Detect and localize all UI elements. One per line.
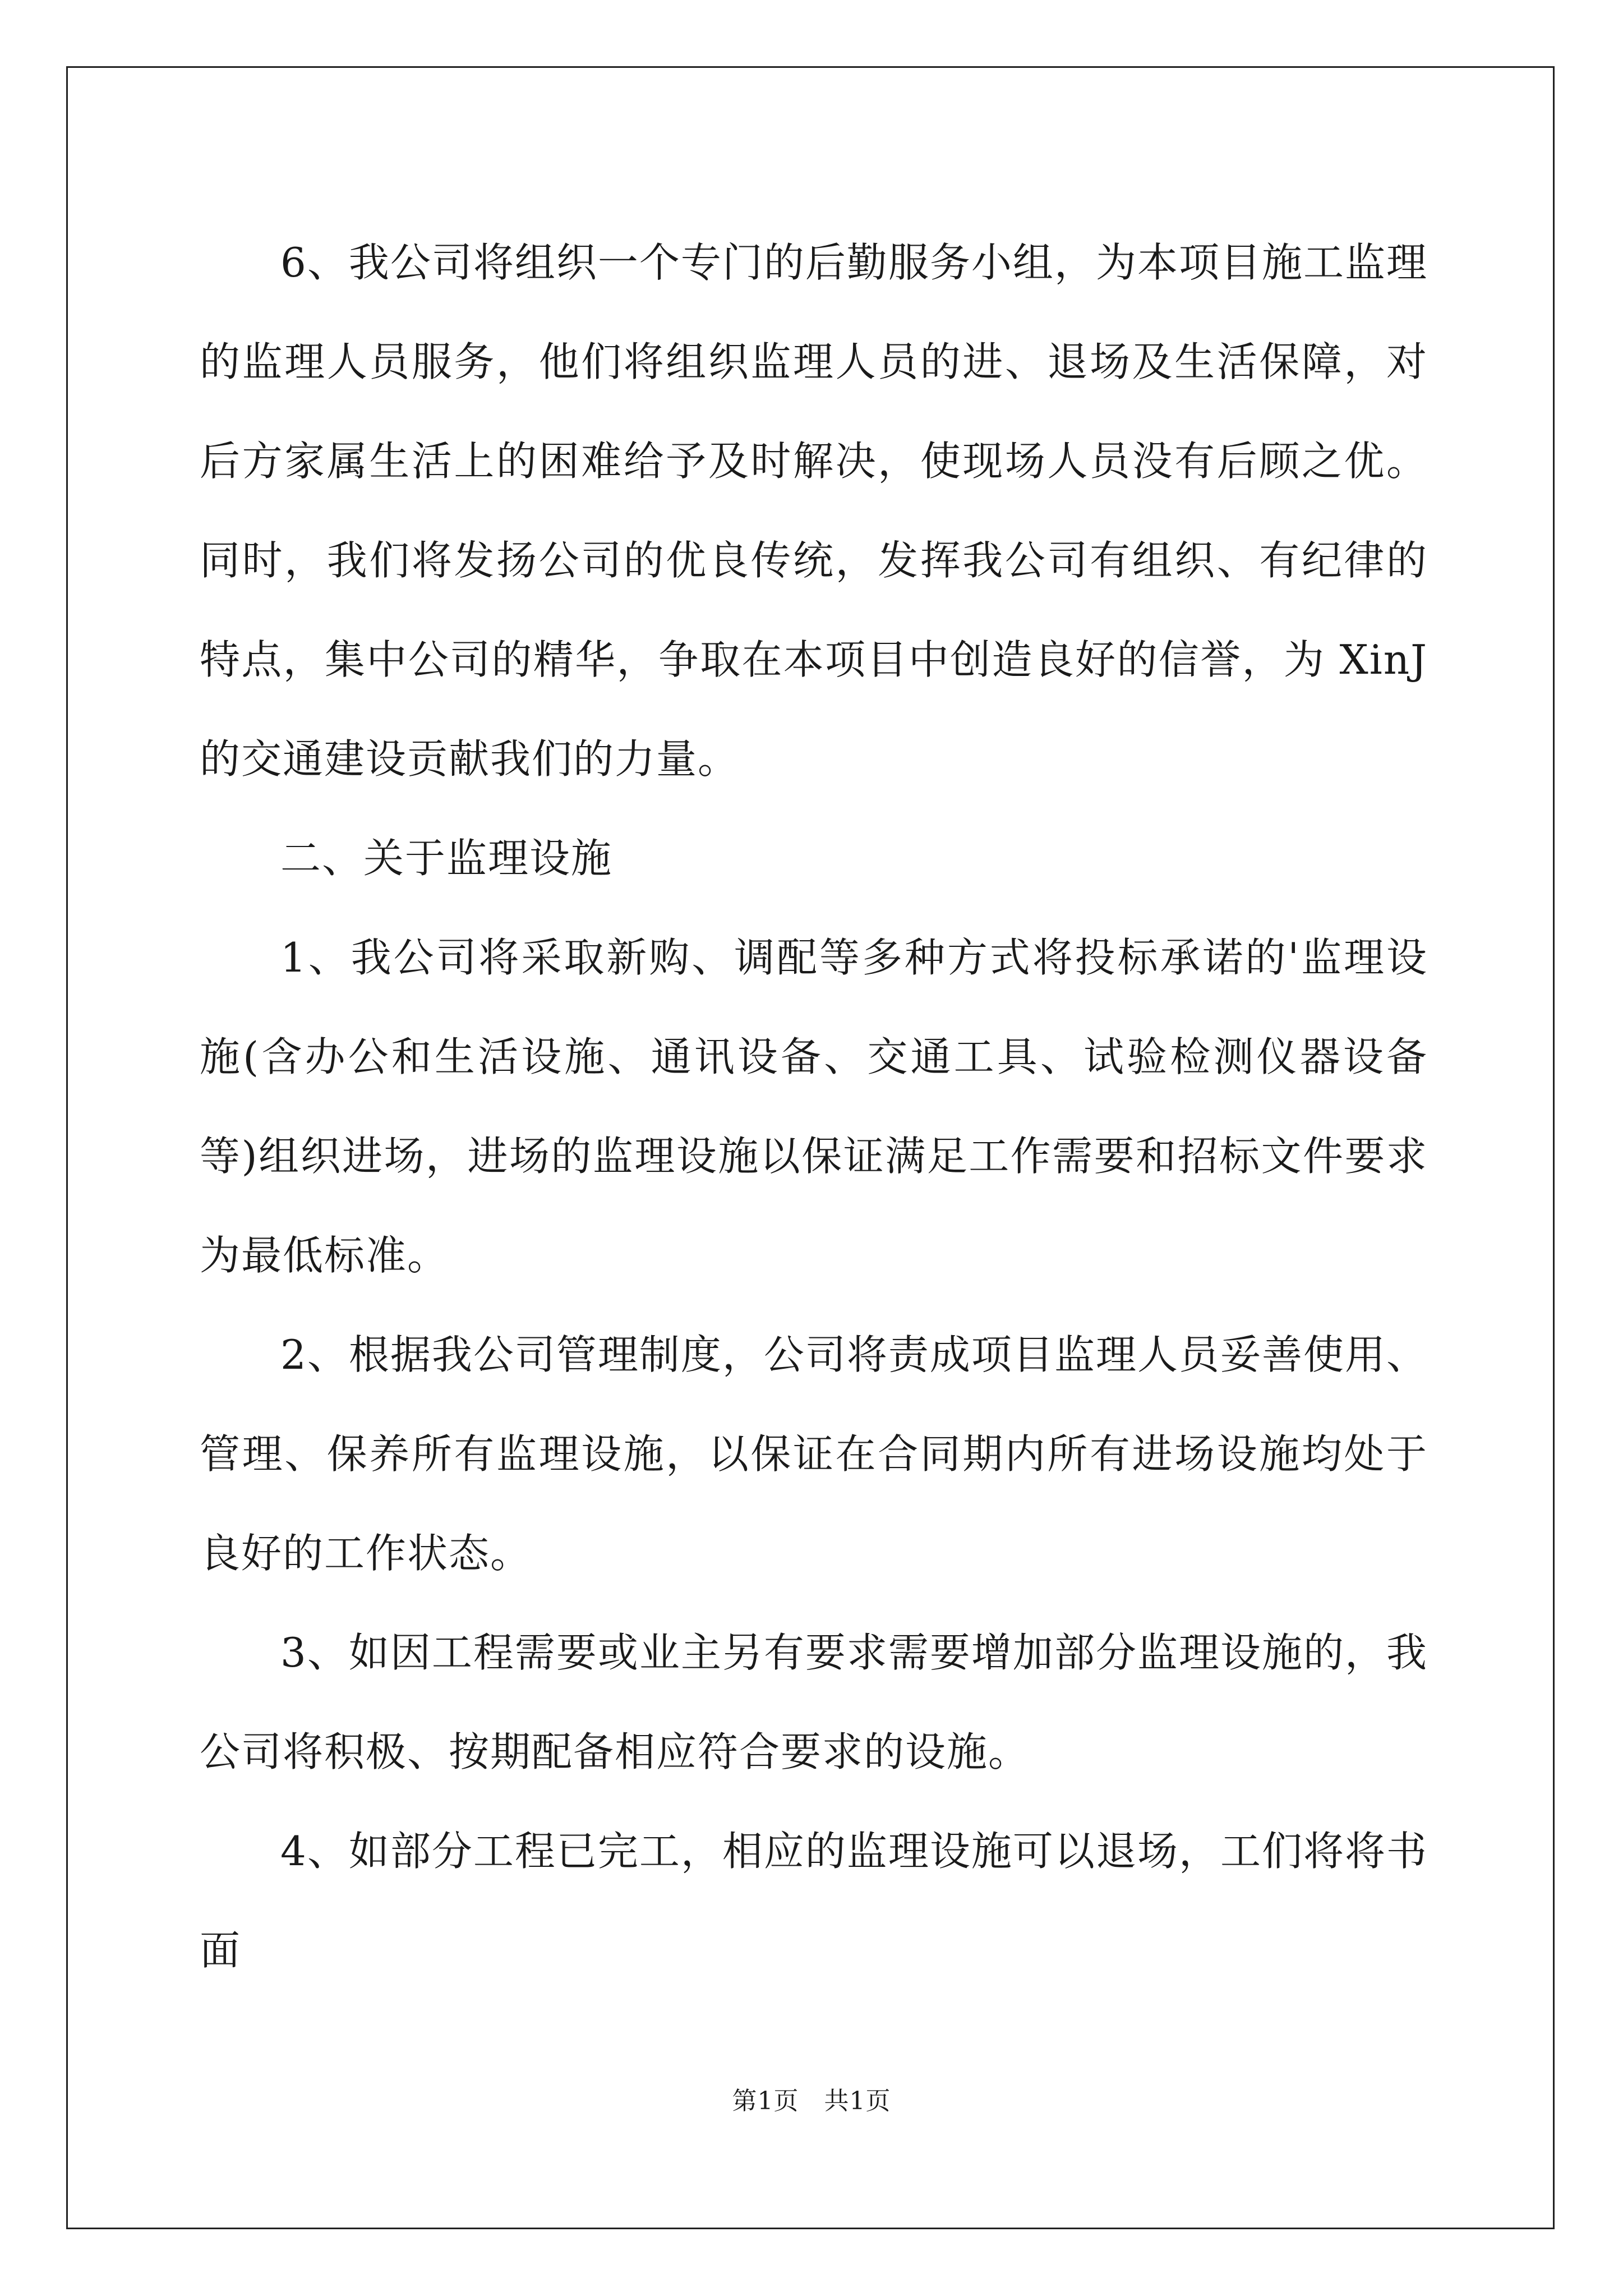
paragraph-facilities-2: 2、根据我公司管理制度，公司将责成项目监理人员妥善使用、管理、保养所有监理设施，以保证在合同期内所有进场设施均处于良好的工作状态。 — [200, 1331, 1428, 1577]
paragraph-logistics: 6、我公司将组织一个专门的后勤服务小组，为本项目施工监理的监理人员服务，他们将组织监理人员的进、退场及生活保障，对后方家属生活上的困难给予及时解决，使现场人员没有后顾之优。同时，我们将发扬公司的优良传统，发挥我公司有组织、有纪律的特点，集中公司的精华，争取在本项目中创造良好的信誉，为 XinJ 的交通建设贡献我们的力量。 — [200, 239, 1428, 783]
section-heading-facilities: 二、关于监理设施 — [280, 835, 613, 882]
paragraph-facilities-4: 4、如部分工程已完工，相应的监理设施可以退场，工们将将书面 — [200, 1828, 1428, 1974]
paragraph-facilities-1: 1、我公司将采取新购、调配等多种方式将投标承诺的'监理设施(含办公和生活设施、通讯设备、交通工具、试验检测仪器设备等)组织进场，进场的监理设施以保证满足工作需要和招标文件要求为最低标准。 — [200, 934, 1428, 1279]
page-number-footer: 第1页 共1页 — [732, 2087, 891, 2115]
document-body — [200, 213, 1428, 2000]
paragraph-facilities-3: 3、如因工程需要或业主另有要求需要增加部分监理设施的，我公司将积极、按期配备相应符合要求的设施。 — [200, 1629, 1428, 1775]
